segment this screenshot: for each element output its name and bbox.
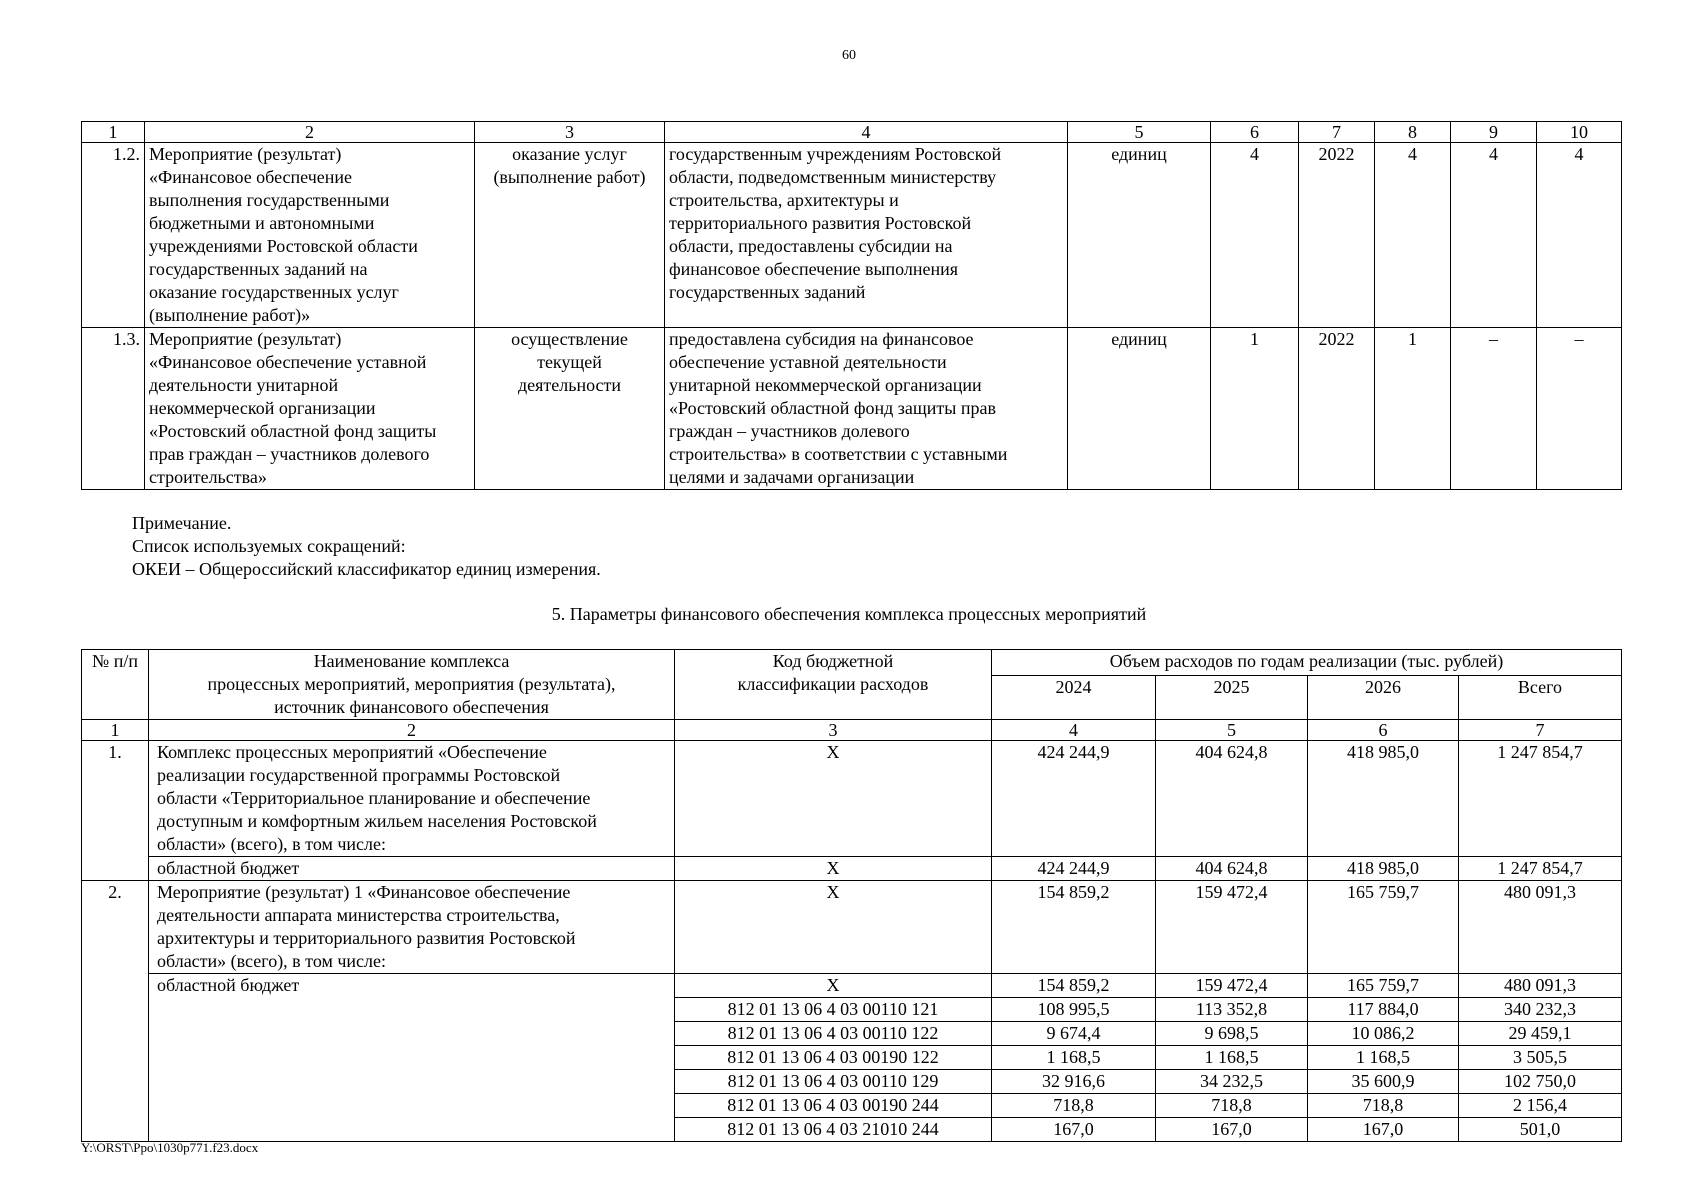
amount-total: 3 505,5 xyxy=(1459,1046,1622,1070)
amount-2024: 1 168,5 xyxy=(992,1046,1156,1070)
amount-2024: 154 859,2 xyxy=(992,974,1156,998)
column-number-row xyxy=(82,122,1622,143)
header-num: № п/п xyxy=(82,650,149,720)
budget-code: 812 01 13 06 4 03 00190 244 xyxy=(675,1094,992,1118)
header-name: Наименование комплекса процессных мероприятий, мероприятия (результата), источник финансового обеспечения xyxy=(149,650,675,720)
amount-2024: 167,0 xyxy=(992,1118,1156,1142)
amount-2024: 9 674,4 xyxy=(992,1022,1156,1046)
row-number: 1.2. xyxy=(82,143,145,328)
amount-2026: 35 600,9 xyxy=(1308,1070,1459,1094)
col-num: 3 xyxy=(675,720,992,741)
program-name: Комплекс процессных мероприятий «Обеспечение реализации государственной программы Ростовской области «Территориальное планирование и обеспечение доступным и комфортным жильем населения Ростовской области» (всего), в том числе: xyxy=(149,741,675,857)
col-num: 1 xyxy=(82,122,145,143)
col-num: 6 xyxy=(1211,122,1299,143)
amount-2025: 9 698,5 xyxy=(1156,1022,1308,1046)
amount-2024: 108 995,5 xyxy=(992,998,1156,1022)
amount-2025: 718,8 xyxy=(1156,1094,1308,1118)
measure-description: государственным учреждениям Ростовской области, подведомственным министерству строительства, архитектуры и территориального развития Ростовской области, предоставлены субсидии на финансовое обеспечение выполнения государственных заданий xyxy=(665,143,1068,328)
amount-total: 29 459,1 xyxy=(1459,1022,1622,1046)
measure-name: Мероприятие (результат) 1 «Финансовое обеспечение деятельности аппарата министерства строительства, архитектуры и территориального развития Ростовской области» (всего), в том числе: xyxy=(149,881,675,974)
col-num: 3 xyxy=(475,122,665,143)
budget-code: 812 01 13 06 4 03 00190 122 xyxy=(675,1046,992,1070)
col-num: 4 xyxy=(992,720,1156,741)
amount-total: 480 091,3 xyxy=(1459,974,1622,998)
col-num: 5 xyxy=(1068,122,1211,143)
budget-code: X xyxy=(675,857,992,881)
funding-source: областной бюджет xyxy=(149,974,675,1142)
col-num: 10 xyxy=(1537,122,1622,143)
amount-2026: 1 168,5 xyxy=(1308,1046,1459,1070)
row-number: 1. xyxy=(82,741,149,881)
amount-2024: 32 916,6 xyxy=(992,1070,1156,1094)
cell: – xyxy=(1537,328,1622,490)
col-num: 6 xyxy=(1308,720,1459,741)
amount-total: 1 247 854,7 xyxy=(1459,741,1622,857)
note-abbreviation: ОКЕИ – Общероссийский классификатор единиц измерения. xyxy=(132,559,601,579)
section-title: 5. Параметры финансового обеспечения комплекса процессных мероприятий xyxy=(551,604,1147,624)
amount-total: 501,0 xyxy=(1459,1118,1622,1142)
column-number-row xyxy=(82,720,1622,741)
finance-table xyxy=(81,649,1622,1142)
col-num: 7 xyxy=(1299,122,1375,143)
amount-2025: 1 168,5 xyxy=(1156,1046,1308,1070)
file-path-footer: Y:\ORST\Ppo\1030p771.f23.docx xyxy=(81,1140,259,1155)
amount-2026: 418 985,0 xyxy=(1308,857,1459,881)
note xyxy=(132,512,601,581)
col-num: 1 xyxy=(82,720,149,741)
budget-code: 812 01 13 06 4 03 00110 122 xyxy=(675,1022,992,1046)
budget-code: X xyxy=(675,974,992,998)
amount-total: 1 247 854,7 xyxy=(1459,857,1622,881)
budget-code: 812 01 13 06 4 03 21010 244 xyxy=(675,1118,992,1142)
note-title: Примечание. xyxy=(132,513,232,533)
col-num: 9 xyxy=(1451,122,1537,143)
cell: 2022 xyxy=(1299,143,1375,328)
row-number: 2. xyxy=(82,881,149,1142)
table-row xyxy=(82,741,1622,857)
amount-total: 340 232,3 xyxy=(1459,998,1622,1022)
amount-total: 2 156,4 xyxy=(1459,1094,1622,1118)
measure-name: Мероприятие (результат) «Финансовое обеспечение выполнения государственными бюджетными и автономными учреждениями Ростовской области государственных заданий на оказание государственных услуг (выполнение работ)» xyxy=(145,143,475,328)
col-num: 8 xyxy=(1375,122,1451,143)
header-year-2025: 2025 xyxy=(1156,676,1308,720)
unit: единиц xyxy=(1068,328,1211,490)
col-num: 7 xyxy=(1459,720,1622,741)
cell: – xyxy=(1451,328,1537,490)
amount-total: 102 750,0 xyxy=(1459,1070,1622,1094)
funding-source: областной бюджет xyxy=(149,857,675,881)
header-row xyxy=(82,650,1622,676)
amount-2025: 159 472,4 xyxy=(1156,881,1308,974)
measure-description: предоставлена субсидия на финансовое обеспечение уставной деятельности унитарной некоммерческой организации «Ростовский областной фонд защиты прав граждан – участников долевого строительства» в соответствии с уставными целями и задачами организации xyxy=(665,328,1068,490)
cell: 1 xyxy=(1211,328,1299,490)
amount-2025: 159 472,4 xyxy=(1156,974,1308,998)
table-row xyxy=(82,143,1622,328)
budget-code: 812 01 13 06 4 03 00110 121 xyxy=(675,998,992,1022)
cell: 4 xyxy=(1451,143,1537,328)
budget-code: X xyxy=(675,741,992,857)
table-row xyxy=(82,974,1622,998)
cell: 4 xyxy=(1375,143,1451,328)
amount-2025: 34 232,5 xyxy=(1156,1070,1308,1094)
amount-2024: 424 244,9 xyxy=(992,857,1156,881)
amount-2026: 165 759,7 xyxy=(1308,974,1459,998)
amount-2025: 167,0 xyxy=(1156,1118,1308,1142)
page-number: 60 xyxy=(842,48,856,63)
amount-2026: 167,0 xyxy=(1308,1118,1459,1142)
table-row xyxy=(82,881,1622,974)
amount-2024: 154 859,2 xyxy=(992,881,1156,974)
amount-2025: 404 624,8 xyxy=(1156,741,1308,857)
unit: единиц xyxy=(1068,143,1211,328)
amount-2024: 718,8 xyxy=(992,1094,1156,1118)
note-subtitle: Список используемых сокращений: xyxy=(132,536,406,556)
header-year-2026: 2026 xyxy=(1308,676,1459,720)
header-code: Код бюджетной классификации расходов xyxy=(675,650,992,720)
budget-code: 812 01 13 06 4 03 00110 129 xyxy=(675,1070,992,1094)
amount-2025: 404 624,8 xyxy=(1156,857,1308,881)
amount-2026: 117 884,0 xyxy=(1308,998,1459,1022)
cell: 4 xyxy=(1211,143,1299,328)
col-num: 2 xyxy=(145,122,475,143)
amount-2026: 718,8 xyxy=(1308,1094,1459,1118)
amount-2026: 165 759,7 xyxy=(1308,881,1459,974)
cell: 1 xyxy=(1375,328,1451,490)
amount-2024: 424 244,9 xyxy=(992,741,1156,857)
header-year-2024: 2024 xyxy=(992,676,1156,720)
row-number: 1.3. xyxy=(82,328,145,490)
budget-code: X xyxy=(675,881,992,974)
header-volume: Объем расходов по годам реализации (тыс. рублей) xyxy=(992,650,1622,676)
amount-2026: 10 086,2 xyxy=(1308,1022,1459,1046)
col-num: 5 xyxy=(1156,720,1308,741)
amount-2026: 418 985,0 xyxy=(1308,741,1459,857)
measure-type: оказание услуг (выполнение работ) xyxy=(475,143,665,328)
cell: 2022 xyxy=(1299,328,1375,490)
table-row xyxy=(82,857,1622,881)
indicators-table xyxy=(81,121,1622,490)
cell: 4 xyxy=(1537,143,1622,328)
col-num: 2 xyxy=(149,720,675,741)
header-total: Всего xyxy=(1459,676,1622,720)
amount-2025: 113 352,8 xyxy=(1156,998,1308,1022)
table-row xyxy=(82,328,1622,490)
amount-total: 480 091,3 xyxy=(1459,881,1622,974)
measure-name: Мероприятие (результат) «Финансовое обеспечение уставной деятельности унитарной некоммерческой организации «Ростовский областной фонд защиты прав граждан – участников долевого строительства» xyxy=(145,328,475,490)
measure-type: осуществление текущей деятельности xyxy=(475,328,665,490)
col-num: 4 xyxy=(665,122,1068,143)
